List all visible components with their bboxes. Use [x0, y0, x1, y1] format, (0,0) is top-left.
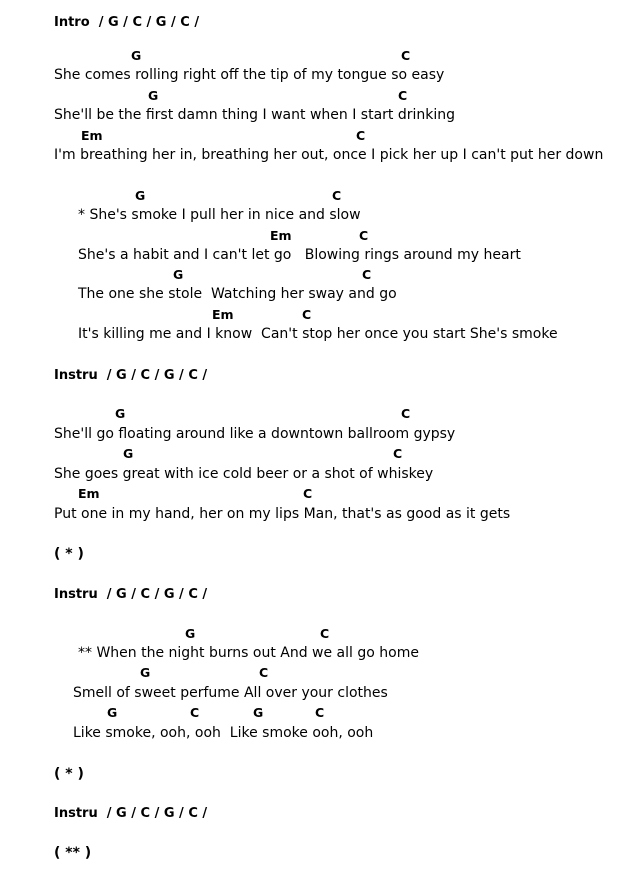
chord: Em	[78, 486, 100, 501]
chord: G	[123, 446, 134, 461]
chord: C	[362, 267, 372, 282]
chord: G	[148, 88, 159, 103]
chord: C	[303, 486, 313, 501]
chord: Em	[212, 307, 234, 322]
chord: G	[185, 626, 196, 641]
chord: C	[259, 665, 269, 680]
chord: C	[393, 446, 403, 461]
chord: C	[401, 48, 411, 63]
lyric-line: She's a habit and I can't let go Blowing rings around my heart	[78, 247, 521, 263]
chord: G	[135, 188, 146, 203]
chord: C	[359, 228, 369, 243]
chord: C	[356, 128, 366, 143]
chord: Em	[270, 228, 292, 243]
lyric-line: The one she stole Watching her sway and go	[78, 286, 397, 302]
bridge-reference: ( ** )	[54, 845, 92, 861]
lyric-line: She'll be the first damn thing I want when I start drinking	[54, 107, 456, 123]
lyric-line: Put one in my hand, her on my lips Man, that's as good as it gets	[54, 506, 511, 522]
chord: G	[131, 48, 142, 63]
lyric-line: Like smoke, ooh, ooh Like smoke ooh, ooh	[73, 725, 374, 741]
chord: G	[140, 665, 151, 680]
lyric-line: She'll go floating around like a downtown ballroom gypsy	[54, 426, 456, 442]
chorus-reference: ( * )	[54, 546, 84, 562]
instru-line: Instru / G / C / G / C /	[54, 806, 208, 821]
instru-line: Instru / G / C / G / C /	[54, 368, 208, 383]
chord: G	[253, 705, 264, 720]
lyric-line: It's killing me and I know Can't stop her once you start She's smoke	[78, 326, 558, 342]
intro-line: Intro / G / C / G / C /	[54, 15, 200, 30]
lyric-line: ** When the night burns out And we all go home	[78, 645, 419, 661]
chord: C	[302, 307, 312, 322]
chord: C	[315, 705, 325, 720]
lyric-line: She comes rolling right off the tip of my tongue so easy	[54, 67, 445, 83]
lyric-line: * She's smoke I pull her in nice and slow	[78, 207, 361, 223]
chord: C	[398, 88, 408, 103]
chord: C	[190, 705, 200, 720]
lyric-line: She goes great with ice cold beer or a shot of whiskey	[54, 466, 434, 482]
chord: G	[107, 705, 118, 720]
chorus-reference: ( * )	[54, 766, 84, 782]
lyric-line: I'm breathing her in, breathing her out, once I pick her up I can't put her down	[54, 147, 604, 163]
chord: C	[401, 406, 411, 421]
chord: Em	[81, 128, 103, 143]
chord: G	[173, 267, 184, 282]
chord: G	[115, 406, 126, 421]
chord: C	[320, 626, 330, 641]
chord: C	[332, 188, 342, 203]
lyric-line: Smell of sweet perfume All over your clothes	[73, 685, 388, 701]
instru-line: Instru / G / C / G / C /	[54, 587, 208, 602]
